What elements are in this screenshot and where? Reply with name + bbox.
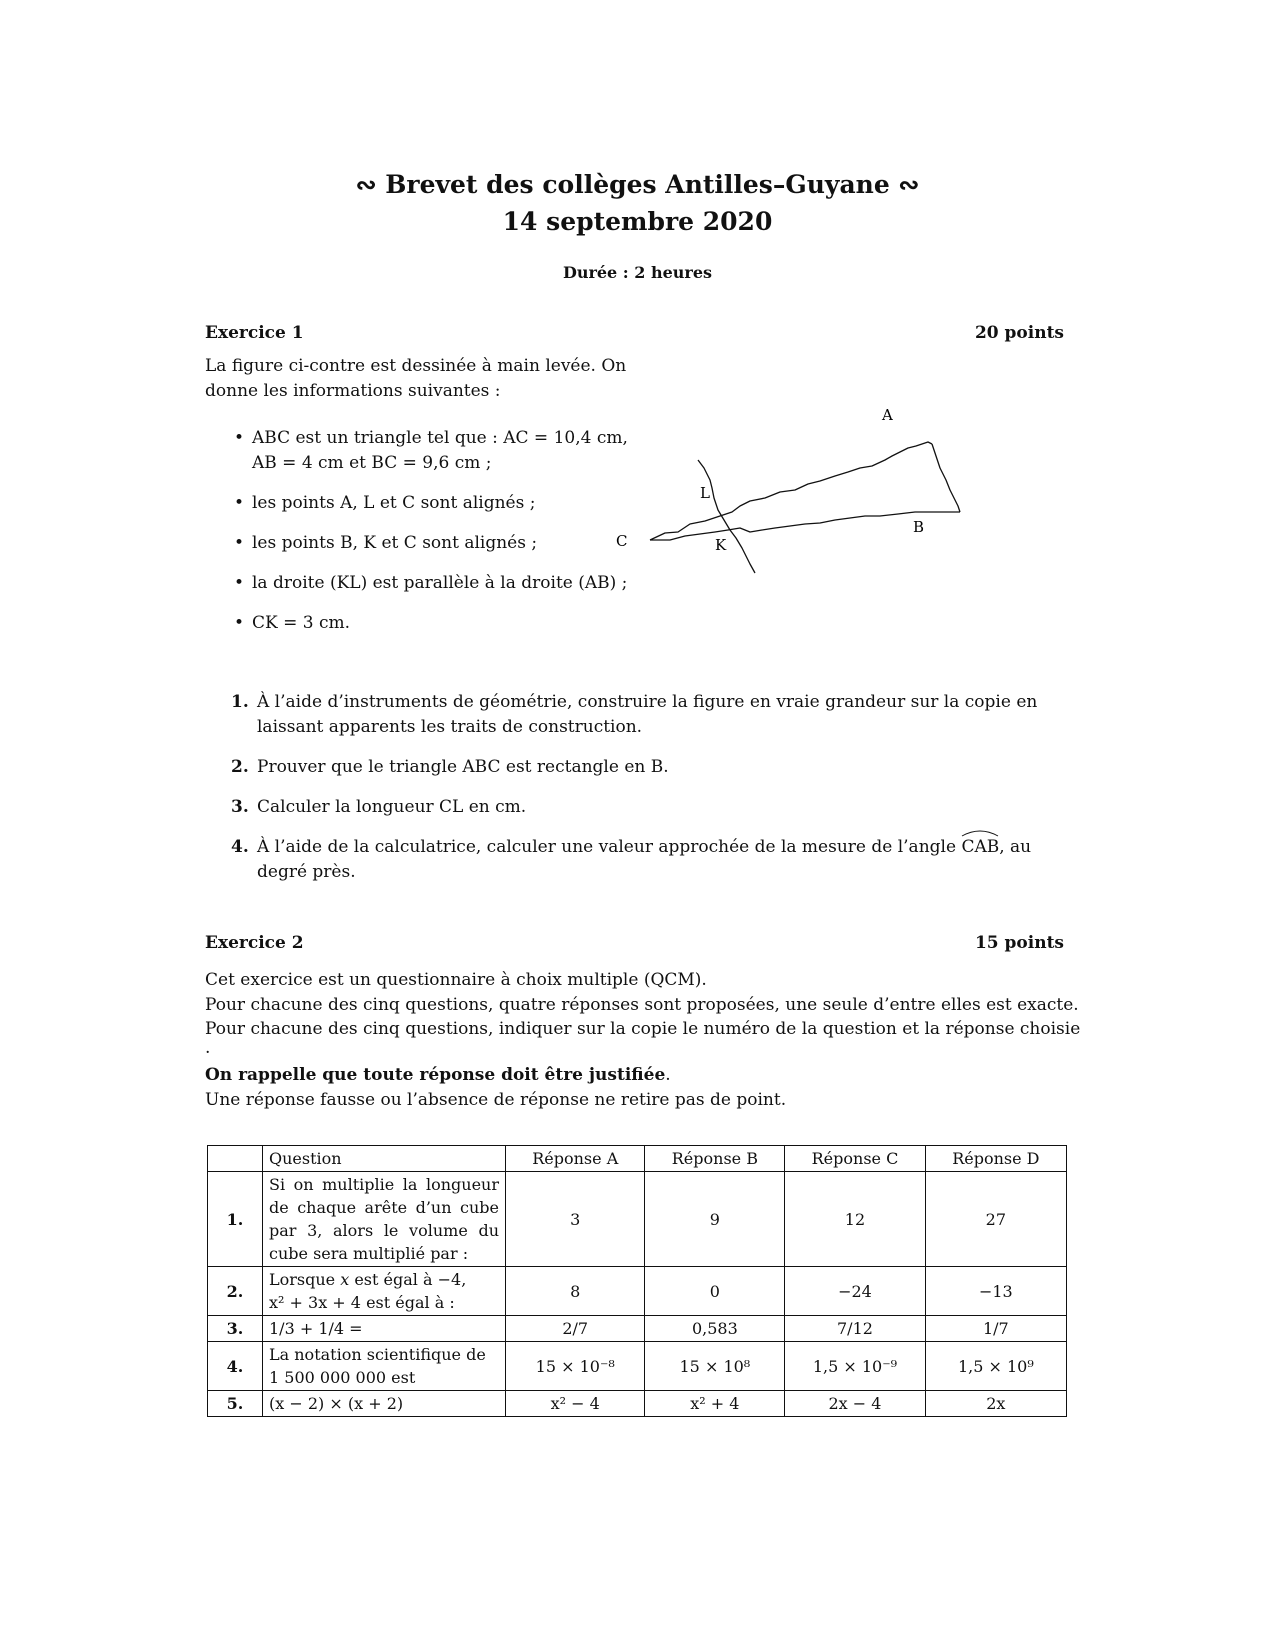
list-item: • les points A, L et C sont alignés ;: [234, 493, 536, 513]
segment-ab: [932, 444, 960, 512]
exercise1-points: 20 points: [974, 323, 1064, 343]
exercise2-p5: Une réponse fausse ou l’absence de réponse ne retire pas de point.: [205, 1090, 787, 1110]
qcm-table: [207, 1145, 1067, 1417]
exercise1-title: Exercice 1: [205, 323, 304, 343]
label-k: K: [715, 536, 727, 554]
column-header: Réponse B: [645, 1146, 785, 1172]
list-item: • la droite (KL) est parallèle à la droite (AB) ;: [234, 573, 628, 593]
table-row: 4. La notation scientifique de 1 500 000 000 est 15 × 10⁻⁸ 15 × 10⁸ 1,5 × 10⁻⁹ 1,5 × 10⁹: [208, 1342, 1067, 1391]
exercise2-p1: Cet exercice est un questionnaire à choix multiple (QCM).: [205, 970, 707, 990]
exercise2-title: Exercice 2: [205, 933, 304, 953]
exercise1-questions: [205, 690, 1065, 900]
column-header: Réponse A: [506, 1146, 645, 1172]
list-item: • CK = 3 cm.: [234, 613, 351, 633]
exercise2-p3-dot: .: [205, 1038, 211, 1058]
label-c: C: [616, 532, 628, 550]
exercise2-points: 15 points: [974, 933, 1064, 953]
list-item: • les points B, K et C sont alignés ;: [234, 533, 538, 553]
label-b: B: [913, 518, 925, 536]
label-a: A: [882, 406, 893, 424]
page-title: ∾ Brevet des collèges Antilles–Guyane ∾: [355, 170, 920, 199]
list-item: • ABC est un triangle tel que : AC = 10,4 cm, AB = 4 cm et BC = 9,6 cm ;: [234, 428, 628, 473]
angle-notation: CAB: [961, 835, 999, 860]
column-header: Question: [263, 1146, 506, 1172]
list-item: 4. À l’aide de la calculatrice, calculer une valeur approchée de la mesure de l’angle CAB, au degré près.: [205, 835, 1065, 885]
triangle-figure-svg: [616, 406, 980, 608]
exercise1-header: [205, 323, 1064, 343]
exercise2-p4: On rappelle que toute réponse doit être justifiée.: [205, 1065, 671, 1085]
exam-date: 14 septembre 2020: [502, 207, 773, 236]
label-l: L: [700, 484, 710, 502]
table-row: 2. Lorsque x est égal à −4, x² + 3x + 4 est égal à : 8 0 −24 −13: [208, 1267, 1067, 1316]
exercise2-p2: Pour chacune des cinq questions, quatre réponses sont proposées, une seule d’entre elles est exacte.: [205, 995, 1079, 1015]
table-row: 3. 1/3 + 1/4 = 2/7 0,583 7/12 1/7: [208, 1316, 1067, 1342]
exercise2-p3: Pour chacune des cinq questions, indiquer sur la copie le numéro de la question et la réponse choisie: [205, 1019, 1081, 1039]
list-item: 2. Prouver que le triangle ABC est rectangle en B.: [231, 757, 669, 777]
exam-duration: Durée : 2 heures: [562, 263, 713, 282]
column-header: Réponse C: [785, 1146, 925, 1172]
triangle-figure: [616, 406, 980, 608]
exercise1-intro-line2: donne les informations suivantes :: [205, 381, 501, 401]
segment-kl: [698, 460, 755, 573]
table-row: 5. (x − 2) × (x + 2) x² − 4 x² + 4 2x − 4 2x: [208, 1391, 1067, 1417]
exercise1-bullet-list: [232, 426, 632, 651]
table-header-row: [208, 1146, 1067, 1172]
exercise2-header: [205, 933, 1064, 953]
list-item: 3. Calculer la longueur CL en cm.: [231, 797, 527, 817]
exercise1-intro-line1: La figure ci-contre est dessinée à main levée. On: [205, 356, 627, 376]
table-row: 1. Si on multiplie la longueur de chaque arête d’un cube par 3, alors le volume du cube sera multiplié par : 3 9 12 27: [208, 1172, 1067, 1267]
column-header: Réponse D: [925, 1146, 1066, 1172]
list-item: 1. À l’aide d’instruments de géométrie, construire la figure en vraie grandeur sur la copie en laissant apparents les traits de construction.: [231, 692, 1038, 737]
